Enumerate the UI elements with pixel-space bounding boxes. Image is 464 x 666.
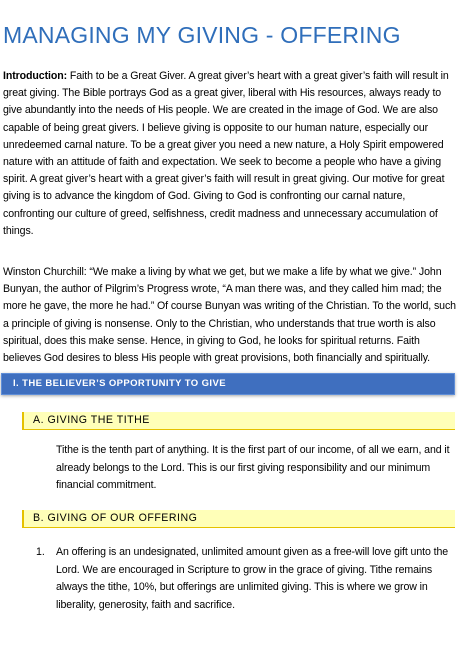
introduction-paragraph bbox=[3, 68, 457, 240]
introduction-text: Faith to be a Great Giver. A great giver’s heart with a great giver’s faith will result in great giving. The Bible portrays God as a great giver, liberal with His resources, always ready to give abundantly into the needs of His people. We are created in the image of God. We are also capable of being great givers. I believe giving is opposite to our human nature, especially our unredeemed carnal nature. To be a great giver you need a new nature, a Holy Spirit empowered nature with an attitude of faith and expectation. We seek to become a people who have a giving spirit. A great giver’s heart with a great giver’s faith will result in great giving. Our motive for great giving is to advance the kingdom of God. Giving to God is confronting our carnal nature, confronting our culture of greed, selfishness, credit madness and unnecessary accumulation of things. bbox=[3, 70, 449, 237]
section-heading-bar bbox=[1, 373, 455, 395]
subheading-bar-offering bbox=[22, 510, 455, 528]
introduction-label: Introduction: bbox=[3, 70, 68, 82]
list-item-number: 1. bbox=[36, 546, 45, 558]
subheading-tithe: A. GIVING THE TITHE bbox=[33, 414, 150, 426]
quote-paragraph: Winston Churchill: “We make a living by what we get, but we make a life by what we give.” John Bunyan, the author of Pilgrim’s Progress wrote, “A man there was, and they called him mad; the more he gave, the more he had.” Of course Bunyan was writing of the Christian. To the world, such a principle of giving is nonsense. Only to the Christian, who understands that true worth is also spiritual, does this make sense. Hence, in giving to God, he looks for spiritual returns. Faith believes God desires to bless His people with great provisions, both financially and spiritually. bbox=[3, 266, 456, 365]
page-title: MANAGING MY GIVING - OFFERING bbox=[3, 22, 401, 48]
subheading-bar-tithe bbox=[22, 412, 455, 430]
tithe-paragraph: Tithe is the tenth part of anything. It is the first part of our income, of all we earn, and it already belongs to the Lord. This is our first giving responsibility and our minimum financial commitment. bbox=[56, 444, 450, 492]
list-item-text: An offering is an undesignated, unlimited amount given as a free-will love gift unto the Lord. We are encouraged in Scripture to grow in the grace of giving. Tithe remains always the tithe, 10%, but offerings are unlimited giving. This is where we grow in liberality, generosity, faith and sacrifice. bbox=[56, 546, 449, 611]
section-heading: I. THE BELIEVER’S OPPORTUNITY TO GIVE bbox=[13, 378, 226, 389]
subheading-offering: B. GIVING OF OUR OFFERING bbox=[33, 512, 198, 524]
